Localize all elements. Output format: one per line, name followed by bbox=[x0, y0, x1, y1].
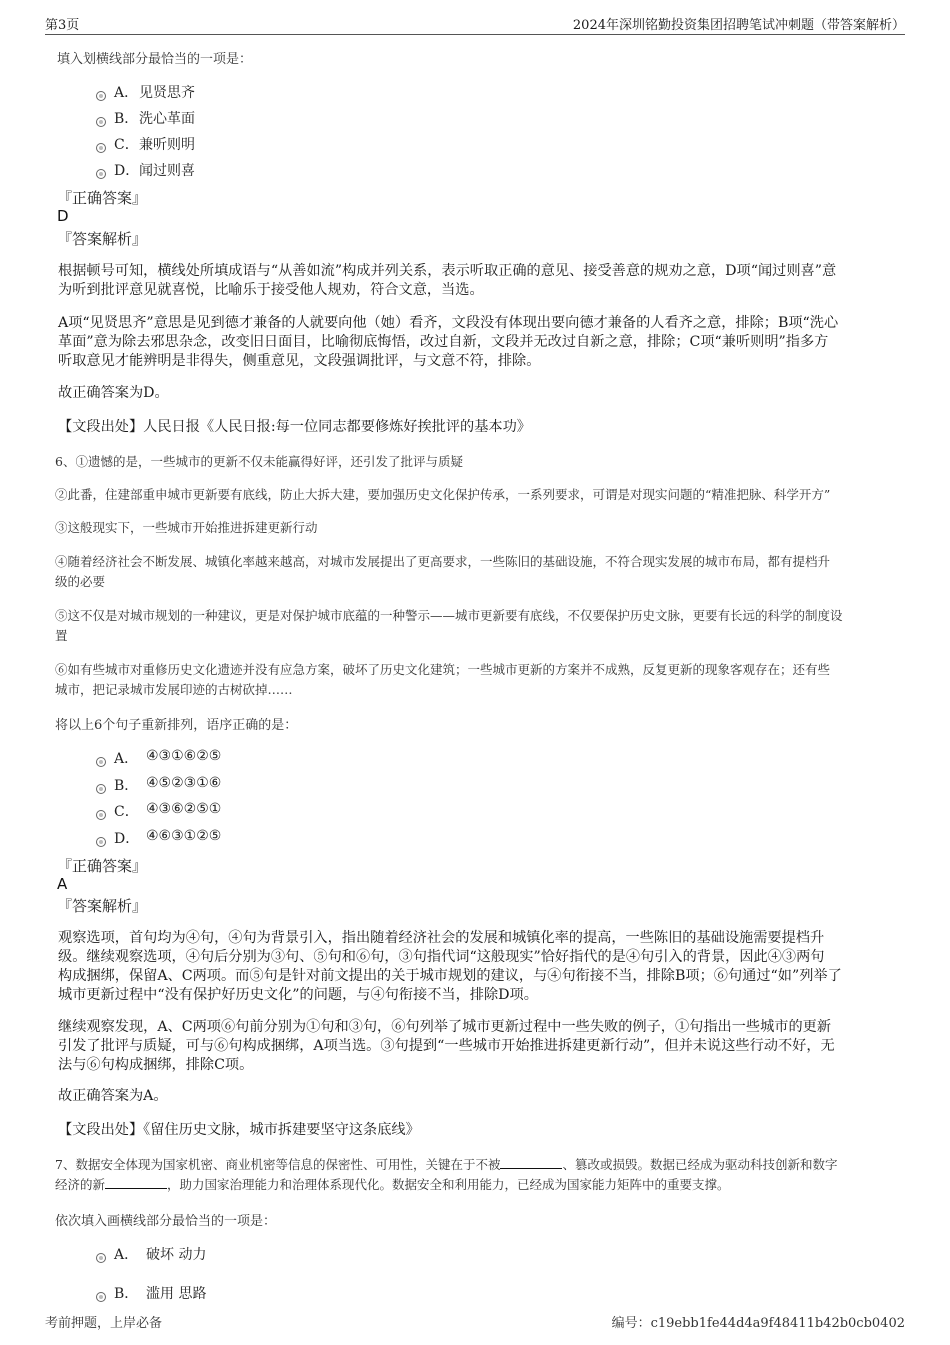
analysis-line: 引发了批评与质疑，可与⑥句构成捆绑，A项当选。③句提到“一些城市开始推进拆建更新行动”，但并未说这些行动不好，无 bbox=[58, 1038, 835, 1054]
option-text: 滥用 思路 bbox=[146, 1286, 207, 1302]
fill-blank bbox=[105, 1176, 167, 1189]
sentence-line: ③这般现实下，一些城市开始推进拆建更新行动 bbox=[55, 520, 318, 535]
stem-text: ，助力国家治理能力和治理体系现代化。数据安全和利用能力，已经成为国家能力矩阵中的重要支撑。 bbox=[167, 1177, 730, 1192]
analysis-conclusion bbox=[58, 384, 169, 403]
answer-label: 『正确答案』 bbox=[57, 857, 148, 875]
document-title: 2024年深圳铭勤投资集团招聘笔试冲刺题（带答案解析） bbox=[572, 18, 905, 33]
option-text: 破坏 动力 bbox=[146, 1247, 207, 1263]
option-letter: B． bbox=[114, 111, 139, 127]
analysis-label: 『答案解析』 bbox=[57, 230, 148, 248]
analysis-paragraph bbox=[58, 262, 836, 300]
analysis-line: 故正确答案为D。 bbox=[58, 385, 169, 401]
analysis-line: 根据顿号可知，横线处所填成语与“从善如流”构成并列关系，表示听取正确的意见、接受善意的规劝之意，D项“闻过则喜”意 bbox=[58, 263, 837, 279]
sentence-line: ⑥如有些城市对重修历史文化遗迹并没有应急方案，破坏了历史文化建筑；一些城市更新的方案并不成熟，反复更新的现象客观存在；还有些 bbox=[55, 662, 831, 677]
option-letter: A． bbox=[114, 751, 139, 767]
answer-value: D bbox=[57, 207, 69, 225]
option-text: ④③①⑥②⑤ bbox=[146, 748, 222, 764]
q7-prompt: 依次填入画横线部分最恰当的一项是： bbox=[55, 1214, 277, 1229]
radio-icon[interactable] bbox=[96, 1292, 106, 1302]
option-letter: A． bbox=[114, 1247, 139, 1263]
stem-line bbox=[55, 1155, 837, 1175]
sentence-line: 置 bbox=[55, 628, 68, 643]
option-letter: C． bbox=[114, 137, 139, 153]
q5-prompt: 填入划横线部分最恰当的一项是： bbox=[57, 52, 253, 67]
analysis-line: A项“见贤思齐”意思是见到德才兼备的人就要向他（她）看齐，文段没有体现出要向德才兼备的人看齐之意，排除；B项“洗心 bbox=[58, 315, 839, 331]
sentence-line: 6、①遗憾的是，一些城市的更新不仅未能赢得好评，还引发了批评与质疑 bbox=[55, 454, 463, 469]
option-text: 闻过则喜 bbox=[139, 163, 195, 179]
q6-sentence bbox=[55, 606, 843, 646]
analysis-conclusion bbox=[58, 1087, 168, 1106]
analysis-paragraph bbox=[58, 1018, 835, 1075]
option-letter: B． bbox=[114, 1286, 139, 1302]
stem-line bbox=[55, 1175, 837, 1195]
stem-text: 、篡改或损毁。数据已经成为驱动科技创新和数字 bbox=[562, 1157, 838, 1172]
radio-icon[interactable] bbox=[96, 1253, 106, 1263]
q7-stem bbox=[55, 1155, 837, 1195]
q6-prompt: 将以上6个句子重新排列，语序正确的是： bbox=[55, 718, 298, 733]
radio-icon[interactable] bbox=[96, 143, 106, 153]
option-letter: B． bbox=[114, 778, 139, 794]
footer-doc-id: 编号：c19ebb1fe44d4a9f48411b42b0cb0402 bbox=[611, 1316, 905, 1331]
option-text: ④⑥③①②⑤ bbox=[146, 828, 222, 844]
option-letter: C． bbox=[114, 804, 139, 820]
option-text: 洗心革面 bbox=[139, 111, 195, 127]
radio-icon[interactable] bbox=[96, 757, 106, 767]
fill-blank bbox=[500, 1156, 562, 1169]
analysis-line: 级。继续观察选项，④句后分别为③句、⑤句和⑥句，③句指代词“这般现实”恰好指代的是④句引入的背景，因此④③两句 bbox=[58, 949, 825, 965]
q6-sentence bbox=[55, 552, 830, 592]
stem-text: 经济的新 bbox=[55, 1177, 106, 1192]
radio-icon[interactable] bbox=[96, 91, 106, 101]
sentence-line: ⑤这不仅是对城市规划的一种建议，更是对保护城市底蕴的一种警示——城市更新要有底线，不仅要保护历史文脉，更要有长远的科学的制度设 bbox=[55, 608, 843, 623]
radio-icon[interactable] bbox=[96, 117, 106, 127]
analysis-line: 为听到批评意见就喜悦，比喻乐于接受他人规劝，符合文意，当选。 bbox=[58, 282, 484, 298]
q6-sentence bbox=[55, 660, 830, 700]
analysis-line: 法与⑥句构成捆绑，排除C项。 bbox=[58, 1057, 254, 1073]
radio-icon[interactable] bbox=[96, 784, 106, 794]
source-citation: 【文段出处】《留住历史文脉，城市拆建要坚守这条底线》 bbox=[58, 1122, 420, 1138]
option-letter: A． bbox=[114, 85, 139, 101]
sentence-line: ②此番，住建部重申城市更新要有底线，防止大拆大建，要加强历史文化保护传承，一系列要求，可谓是对现实问题的“精准把脉、科学开方” bbox=[55, 487, 831, 502]
page-number: 第3页 bbox=[45, 18, 80, 33]
analysis-line: 继续观察发现，A、C两项⑥句前分别为①句和③句，⑥句列举了城市更新过程中一些失败的例子，①句指出一些城市的更新 bbox=[58, 1019, 832, 1035]
analysis-line: 构成捆绑，保留A、C两项。而⑤句是针对前文提出的关于城市规划的建议，与④句衔接不当，排除B项；⑥句通过“如”列举了 bbox=[58, 968, 842, 984]
option-text: ④⑤②③①⑥ bbox=[146, 775, 222, 791]
source-citation: 【文段出处】人民日报《人民日报:每一位同志都要修炼好挨批评的基本功》 bbox=[58, 419, 531, 435]
option-text: 见贤思齐 bbox=[139, 85, 195, 101]
analysis-paragraph bbox=[58, 314, 838, 371]
analysis-line: 听取意见才能辨明是非得失，侧重意见，文段强调批评，与文意不符，排除。 bbox=[58, 353, 541, 369]
q6-sentence bbox=[55, 452, 463, 472]
analysis-line: 革面”意为除去邪思杂念，改变旧日面目，比喻彻底悔悟，改过自新，文段并无改过自新之意，排除；C项“兼听则明”指多方 bbox=[58, 334, 829, 350]
answer-label: 『正确答案』 bbox=[57, 189, 148, 207]
analysis-label: 『答案解析』 bbox=[57, 897, 148, 915]
option-letter: D． bbox=[114, 831, 140, 847]
option-text: ④③⑥②⑤① bbox=[146, 801, 222, 817]
analysis-line: 城市更新过程中“没有保护好历史文化”的问题，与④句衔接不当，排除D项。 bbox=[58, 987, 538, 1003]
sentence-line: 城市，把记录城市发展印迹的古树砍掉…… bbox=[55, 682, 293, 697]
q6-sentence bbox=[55, 485, 830, 505]
analysis-line: 故正确答案为A。 bbox=[58, 1088, 168, 1104]
option-text: 兼听则明 bbox=[139, 137, 195, 153]
option-letter: D． bbox=[114, 163, 140, 179]
stem-text: 7、数据安全体现为国家机密、商业机密等信息的保密性、可用性，关键在于不被 bbox=[55, 1157, 501, 1172]
sentence-line: 级的必要 bbox=[55, 574, 106, 589]
analysis-line: 观察选项，首句均为④句，④句为背景引入，指出随着经济社会的发展和城镇化率的提高，一些陈旧的基础设施需要提档升 bbox=[58, 930, 825, 946]
footer-slogan: 考前押题，上岸必备 bbox=[45, 1316, 163, 1331]
radio-icon[interactable] bbox=[96, 837, 106, 847]
analysis-paragraph bbox=[58, 929, 842, 1005]
page-header bbox=[45, 12, 905, 35]
radio-icon[interactable] bbox=[96, 169, 106, 179]
sentence-line: ④随着经济社会不断发展、城镇化率越来越高，对城市发展提出了更高要求，一些陈旧的基础设施，不符合现实发展的城市布局，都有提档升 bbox=[55, 554, 831, 569]
radio-icon[interactable] bbox=[96, 810, 106, 820]
answer-value: A bbox=[57, 875, 68, 893]
q6-sentence bbox=[55, 518, 318, 538]
